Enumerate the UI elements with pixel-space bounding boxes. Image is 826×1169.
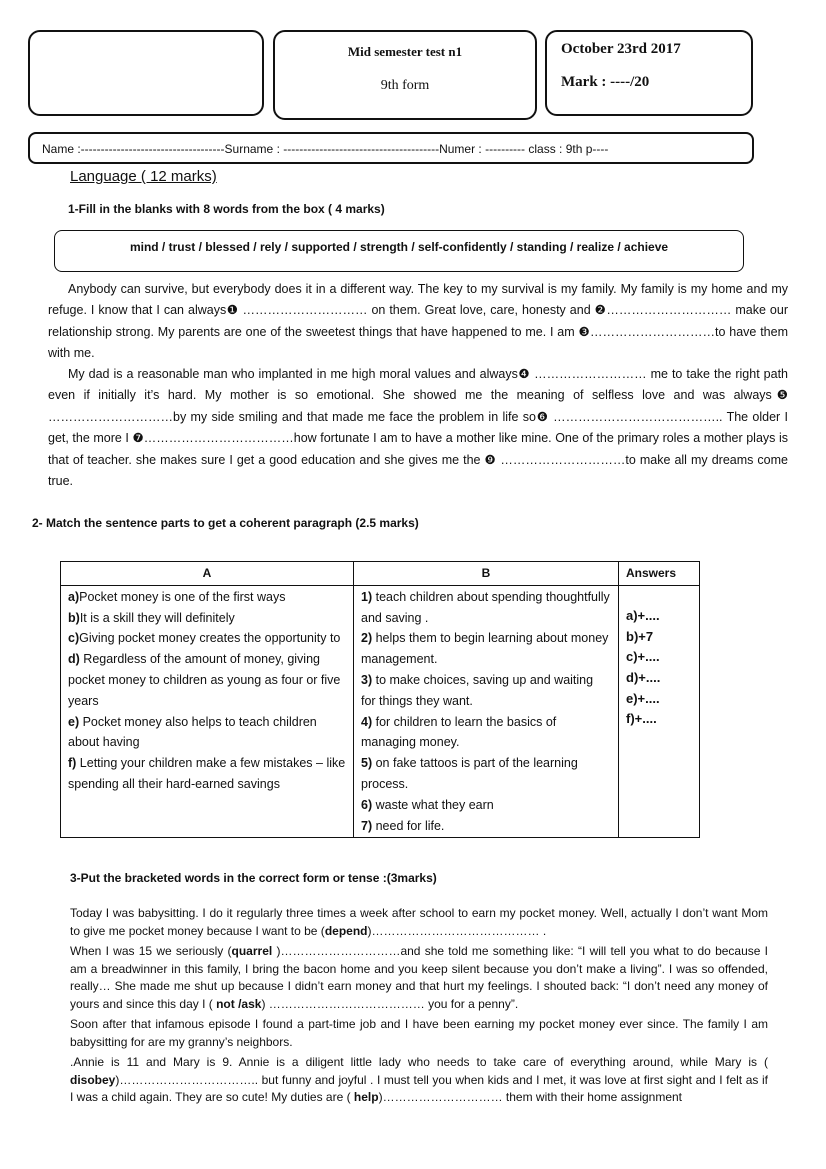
col-b-item: 1) teach children about spending thoughtfully and saving . <box>361 589 610 625</box>
header-date-box <box>545 30 753 116</box>
student-info-bar: Name :------------------------------------Surname : ---------------------------------------Numer : ---------- class : 9th p---- <box>28 132 754 164</box>
col-a-header: A <box>61 562 354 586</box>
header-title-box <box>273 30 537 120</box>
answer-d[interactable]: d)+.... <box>626 669 661 685</box>
section-title: Language ( 12 marks) <box>70 168 217 185</box>
answer-f[interactable]: f)+.... <box>626 711 657 727</box>
col-b-item: 7) need for life. <box>361 818 445 833</box>
col-a-item: a)Pocket money is one of the first ways <box>68 589 286 604</box>
col-a-item: e) Pocket money also helps to teach children about having <box>68 714 317 750</box>
col-a-item: c)Giving pocket money creates the opportunity to <box>68 631 341 646</box>
matching-table <box>60 561 700 838</box>
q3-title: 3-Put the bracketed words in the correct form or tense :(3marks) <box>70 871 437 885</box>
mark-field: Mark : ----/20 <box>561 74 650 90</box>
q1-title: 1-Fill in the blanks with 8 words from the box ( 4 marks) <box>68 202 385 216</box>
col-a-item: b)It is a skill they will definitely <box>68 610 235 625</box>
test-title: Mid semester test n1 <box>347 44 463 59</box>
col-b-item: 6) waste what they earn <box>361 797 494 812</box>
answers-cell[interactable] <box>619 585 700 838</box>
col-b-item: 5) on fake tattoos is part of the learning process. <box>361 756 578 791</box>
q3-paragraph-4: .Annie is 11 and Mary is 9. Annie is a diligent little lady who needs to take care of everything around, while Mary is ( disobey)…………………………….. but funny and joyful . I must tell you when kids and I met, it was love at first sight and I felt as if I was a child again. They are so cute! My duties are ( help)………………………… them with their home assignment <box>70 1055 768 1105</box>
form-label: 9th form <box>380 78 430 93</box>
answer-a[interactable]: a)+.... <box>626 607 660 623</box>
q1-paragraph-2: My dad is a reasonable man who implanted in me high moral values and always❹ ……………………… me to take the right path even if initially it’s hard. My mother is so emotional. She showed me the meaning of selfless love and was always❺ …………………………by my side smiling and that made me face the problem in life so❻ ………………………………….. The older I get, the more I ❼………………………………how fortunate I am to have a mother like mine. One of the primary roles a mother plays is that of teacher. she makes sure I get a good education and she gives me the ❾ …………………………to make all my dreams come true. <box>48 367 788 489</box>
test-date: October 23rd 2017 <box>561 41 681 57</box>
answer-e[interactable]: e)+.... <box>626 690 660 706</box>
col-b-item: 3) to make choices, saving up and waiting for things they want. <box>361 672 594 708</box>
col-b-header: B <box>354 562 619 586</box>
col-a-cell <box>61 585 354 838</box>
answer-b[interactable]: b)+7 <box>626 628 654 644</box>
col-b-item: 4) for children to learn the basics of managing money. <box>361 714 557 750</box>
col-b-cell <box>354 585 619 838</box>
q3-paragraph-2: When I was 15 we seriously (quarrel )…………………………and she told me something like: “I will tell you what to do because I am a breadwinner in this family, I bring the bacon home and you keep silent because you don’t make a living”. I was so offended, really… She made me shut up because I didn’t earn money and that hurt my feelings. I shouted back: “I don’t need any money of yours and since this day I ( not /ask) ………………………………… you for a penny”. <box>70 944 769 1011</box>
answers-header: Answers <box>619 562 700 586</box>
answer-c[interactable]: c)+.... <box>626 649 660 665</box>
col-a-item: d) Regardless of the amount of money, giving pocket money to children as young as four or five years <box>68 652 341 708</box>
col-a-item: f) Letting your children make a few mistakes – like spending all their hard-earned savings <box>68 756 346 791</box>
q3-paragraph-3: Soon after that infamous episode I found a part-time job and I have been earning my pocket money ever since. The family I am babysitting for are my granny’s neighbors. <box>70 1017 768 1049</box>
word-box: mind / trust / blessed / rely / supported / strength / self-confidently / standing / realize / achieve <box>54 230 744 272</box>
q3-paragraph-1: Today I was babysitting. I do it regularly three times a week after school to earn my pocket money. Well, actually I don’t want Mom to give me pocket money because I want to be (depend)…………………………………… . <box>70 906 768 938</box>
q1-paragraph-1: Anybody can survive, but everybody does it in a different way. The key to my survival is my family. My family is my home and my refuge. I know that I can always❶ ………………………… on them. Great love, care, honesty and ❷………………………… make our relationship strong. My parents are one of the sweetest things that have happened to me. I am ❸…………………………to have them with me. <box>48 282 788 361</box>
q2-title: 2- Match the sentence parts to get a coherent paragraph (2.5 marks) <box>32 516 419 530</box>
col-b-item: 2) helps them to begin learning about money management. <box>361 631 609 667</box>
header-blank-box <box>28 30 264 116</box>
